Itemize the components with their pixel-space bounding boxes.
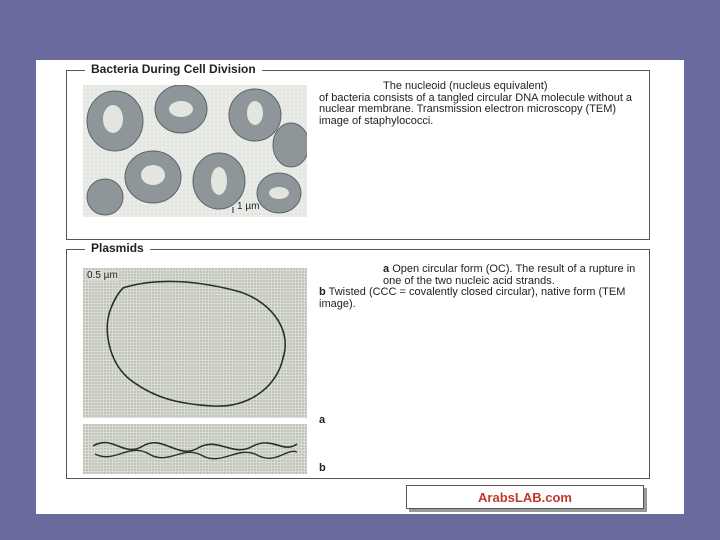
panel-label-b: b [319, 462, 326, 474]
caption-b-text: Twisted (CCC = covalently closed circular), native form (TEM image). [319, 286, 626, 310]
caption-b [319, 287, 639, 310]
bacteria-division-section [66, 62, 650, 240]
logo-text: ArabsLAB.com [478, 489, 572, 505]
twisted-plasmid-micrograph [83, 424, 307, 474]
slide-page [36, 60, 684, 514]
caption-nucleoid-rest: of bacteria consists of a tangled circular DNA molecule without a nuclear membrane. Transmission electron microscopy (TEM) image of staphylococci. [319, 91, 633, 127]
open-circular-plasmid-micrograph [83, 268, 307, 418]
arabslab-logo [406, 485, 644, 509]
caption-nucleoid-first: The nucleoid (nucleus equivalent) [383, 80, 548, 92]
tem-image-open-circular [83, 268, 307, 418]
section-title-plasmids: Plasmids [85, 241, 150, 255]
caption-b-label: b [319, 286, 326, 298]
scale-label-0-5um: 0.5 µm [87, 270, 118, 281]
tem-image-twisted [83, 424, 307, 474]
caption-nucleoid [319, 81, 639, 127]
caption-a [319, 264, 639, 287]
section-title-bacteria: Bacteria During Cell Division [85, 62, 262, 76]
scale-label-1um: 1 µm [237, 201, 260, 212]
caption-plasmids [319, 264, 639, 310]
plasmids-section [66, 241, 650, 479]
panel-label-a: a [319, 414, 326, 426]
tem-image-staphylococci [83, 85, 307, 217]
caption-a-text: Open circular form (OC). The result of a rupture in one of the two nucleic acid strands. [383, 263, 636, 287]
staphylococci-micrograph [83, 85, 307, 217]
caption-a-label: a [383, 263, 390, 275]
